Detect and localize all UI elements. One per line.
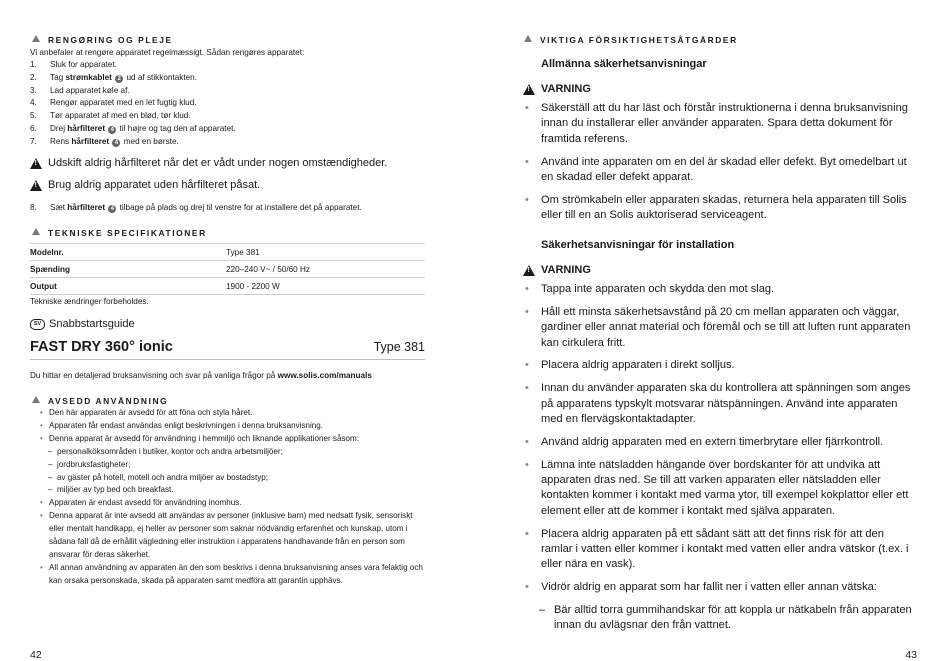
list-item: • Tappa inte apparaten och skydda den mot slag. (522, 282, 914, 297)
table-row: Spænding 220–240 V~ / 50/60 Hz (30, 261, 425, 278)
installation-safety-list (522, 282, 914, 641)
list-item: 2. Tag strømkablet 2 ud af stikkontakten. (30, 72, 198, 82)
list-item: • Lämna inte nätsladden hängande över bordskanter för att undvika att apparaten dras ned. Se till att varken apparaten eller nätsladden eller kontakten kommer i kontakt med varma ytor, till exempel kokplattor eller ett element eller att de kommer i kontakt med själva apparaten. (522, 458, 914, 520)
specs-table (30, 243, 425, 295)
page-number: 42 (30, 649, 42, 661)
list-item: 7. Rens hårfilteret 4 med en børste. (30, 136, 179, 146)
manuals-info: Du hittar en detaljerad bruksanvisning och svar på vanliga frågor på www.solis.com/manuals (30, 371, 372, 380)
list-item: – jordbruksfastigheter; (30, 459, 425, 472)
manuals-link[interactable]: www.solis.com/manuals (277, 371, 372, 380)
warning-label: ! VARNING (523, 83, 591, 95)
quickstart-label-row: SV Snabbstartsguide (30, 318, 135, 330)
cleaning-step-8 (30, 202, 362, 215)
list-item: • Innan du använder apparaten ska du kontrollera att spänningen som anges på apparatens typskylt motsvarar nätspänningen. Använd inte apparaten med en flervägskontaktadapter. (522, 381, 914, 427)
list-item: – personalköksområden i butiker, kontor och andra arbetsmiljöer; (30, 446, 425, 459)
list-item: • Använd aldrig apparaten med en extern timerbrytare eller fjärrkontroll. (522, 435, 914, 450)
specs-heading: TEKNISKE SPECIFIKATIONER (30, 228, 207, 238)
section-triangle-icon (32, 396, 40, 403)
list-item: 3. Lad apparatet køle af. (30, 85, 130, 95)
cleaning-heading: RENGØRING OG PLEJE (30, 35, 173, 45)
warning-icon (30, 158, 42, 169)
part-number-badge: 4 (108, 126, 116, 134)
list-item: • Placera aldrig apparaten på ett sådant sätt att det finns risk för att den ramlar i vatten eller kommer i kontakt med vatten eller andra vätskor (t.ex. i eller nära en vask). (522, 527, 914, 573)
product-type: Type 381 (373, 340, 425, 354)
installation-safety-title: Säkerhetsanvisningar för installation (541, 239, 735, 251)
list-item: 5. Tør apparatet af med en blød, tør klud. (30, 111, 191, 121)
part-number-badge: 4 (112, 139, 120, 147)
warning-label: ! VARNING (523, 264, 591, 276)
general-safety-title: Allmänna säkerhetsanvisningar (541, 58, 707, 70)
part-number-badge: 4 (108, 205, 116, 213)
product-title-row (30, 338, 425, 360)
list-item: – miljöer av typ bed och breakfast. (30, 484, 425, 497)
specs-note: Tekniske ændringer forbeholdes. (30, 297, 149, 306)
list-item: • Håll ett minsta säkerhetsavstånd på 20 cm mellan apparaten och väggar, gardiner eller annat material och föremål och se till att luften runt apparaten kan cirkulera fritt. (522, 305, 914, 351)
warning-row: ! Brug aldrig apparatet uden hårfilteret påsat. (30, 179, 260, 191)
section-triangle-icon (32, 228, 40, 235)
cleaning-steps-list (30, 59, 236, 149)
list-item: • Vidrör aldrig en apparat som har fallit ner i vatten eller annan vätska: (522, 580, 914, 595)
list-item: 6. Drej hårfilteret 4 til højre og tag den af apparatet. (30, 123, 236, 133)
warning-icon (30, 180, 42, 191)
warning-icon (523, 265, 535, 276)
list-item: • Placera aldrig apparaten i direkt solljus. (522, 358, 914, 373)
section-triangle-icon (32, 35, 40, 42)
list-item: 8. Sæt hårfilteret 4 tilbage på plads og drej til venstre for at installere det på apparatet. (30, 203, 362, 212)
part-number-badge: 2 (115, 75, 123, 83)
list-item: 1. Sluk for apparatet. (30, 60, 117, 69)
list-item: • Använd inte apparaten om en del är skadad eller defekt. Byt omedelbart ut en skadad eller defekt apparat. (522, 155, 914, 186)
list-item: • Den här apparaten är avsedd för att föna och styla håret. (30, 407, 425, 420)
usage-heading: AVSEDD ANVÄNDNING (30, 396, 168, 406)
list-item: • All annan användning av apparaten än den som beskrivs i denna bruksanvisning anses vara felaktig och kan orsaka personskada, skada på apparaten samt medföra att garantin upphävs. (30, 562, 425, 588)
warning-icon (523, 84, 535, 95)
right-page (522, 0, 917, 661)
page-number: 43 (905, 649, 917, 661)
product-name: FAST DRY 360° ionic (30, 339, 173, 355)
list-item: • Säkerställ att du har läst och förstår instruktionerna i denna bruksanvisning innan du installerar eller använder apparaten. Spara detta dokument för framtida referens. (522, 101, 914, 147)
list-item: – Bär alltid torra gummihandskar för att koppla ur nätkabeln från apparaten innan du avlägsnar den från vattnet. (522, 603, 914, 634)
table-row: Output 1900 - 2200 W (30, 278, 425, 295)
warning-row: ! Udskift aldrig hårfilteret når det er vådt under nogen omstændigheder. (30, 157, 387, 169)
list-item: 4. Rengør apparatet med en let fugtig klud. (30, 98, 197, 108)
list-item: • Apparaten är endast avsedd för användning inomhus. (30, 497, 425, 510)
table-row: Modelnr. Type 381 (30, 244, 425, 261)
usage-list (30, 407, 425, 588)
list-item: • Denna apparat är avsedd för användning i hemmiljö och liknande applikationer såsom: (30, 433, 425, 446)
list-item: – av gäster på hotell, motell och andra miljöer av bostadstyp; (30, 472, 425, 485)
precautions-heading: VIKTIGA FÖRSIKTIGHETSÅTGÄRDER (522, 35, 738, 45)
list-item: • Denna apparat är inte avsedd att användas av personer (inklusive barn) med nedsatt fysik, sensoriskt eller mentalt handikapp, ej heller av personer som saknar nödvändig erfarenhet och kunskap, utom i sådana fall då de erhållit vägledning eller instruktion i apparatens handhavande från en person som ansvarar för deras säkerhet. (30, 510, 425, 562)
left-page (30, 0, 425, 660)
general-safety-list (522, 101, 914, 231)
list-item: • Om strömkabeln eller apparaten skadas, returnera hela apparaten till Solis eller till en an Solis auktoriserad serviceagent. (522, 193, 914, 224)
section-triangle-icon (524, 35, 532, 42)
list-item: • Apparaten får endast användas enligt beskrivningen i denna bruksanvisning. (30, 420, 425, 433)
language-badge: SV (30, 319, 45, 330)
cleaning-intro: Vi anbefaler at rengøre apparatet regelmæssigt. Sådan rengøres apparatet: (30, 48, 305, 57)
